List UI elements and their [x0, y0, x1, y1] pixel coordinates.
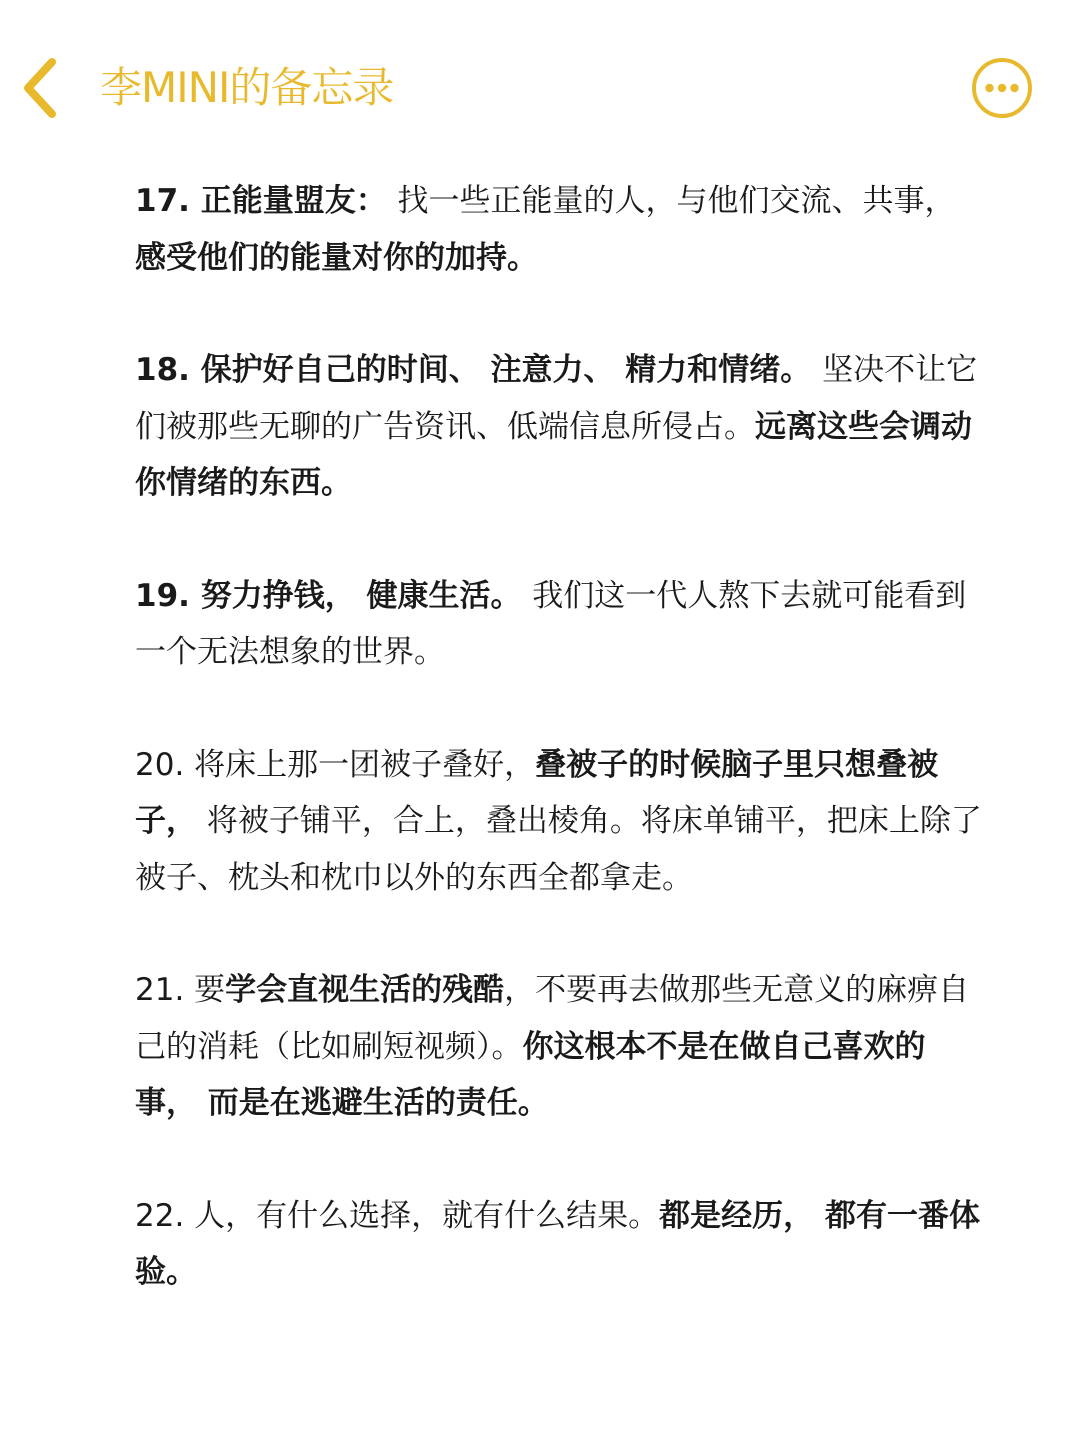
note-text: 21. 要 [135, 972, 226, 1008]
note-text: 20. 将床上那一团被子叠好， [135, 746, 536, 783]
note-22 [135, 1188, 985, 1301]
chevron-left-icon [14, 52, 74, 124]
page-title: 李MINI的备忘录 [100, 63, 394, 112]
note-20 [135, 737, 985, 907]
note-text: ，不要再去做那些无意义的麻痹自己的消耗（比如刷短视频）。 [135, 972, 970, 1065]
note-text: 坚决不让它们被那些无聊的广告资讯、低端信息所侵占。 [135, 352, 978, 445]
back-button[interactable] [14, 52, 74, 124]
note-text-bold: 19. 努力挣钱， 健康生活。 [135, 577, 533, 614]
note-text-bold: 都是经历， 都有一番体验。 [135, 1197, 980, 1290]
note-text-bold: 叠被子的时候脑子里只想叠被子， [135, 746, 939, 839]
note-text-bold: 学会直视生活的残酷 [225, 972, 505, 1008]
note-text-bold: 17. 正能量盟友： [135, 183, 398, 219]
more-horizontal-icon [970, 56, 1034, 120]
more-options-button[interactable] [970, 56, 1034, 120]
note-19 [135, 568, 985, 681]
header-bar [0, 0, 1080, 175]
note-text: 找一些正能量的人，与他们交流、共事， [397, 183, 956, 219]
note-18 [135, 342, 985, 512]
note-21 [135, 962, 985, 1132]
note-text: 22. 人，有什么选择，就有什么结果。 [135, 1197, 660, 1234]
note-17 [135, 173, 985, 286]
note-text: 将被子铺平，合上，叠出棱角。将床单铺平，把床上除了被子、枕头和枕巾以外的东西全都拿走。 [135, 803, 982, 896]
note-text-bold: 你这根本不是在做自己喜欢的事， 而是在逃避生活的责任。 [135, 1028, 926, 1121]
note-text: 我们这一代人熬下去就可能看到一个无法想象的世界。 [135, 577, 967, 670]
note-text-bold: 18. 保护好自己的时间、 注意力、 精力和情绪。 [135, 352, 823, 388]
note-text-bold: 远离这些会调动你情绪的东西。 [135, 408, 972, 501]
memo-content [135, 173, 985, 1357]
note-text-bold: 感受他们的能量对你的加持。 [135, 239, 538, 276]
